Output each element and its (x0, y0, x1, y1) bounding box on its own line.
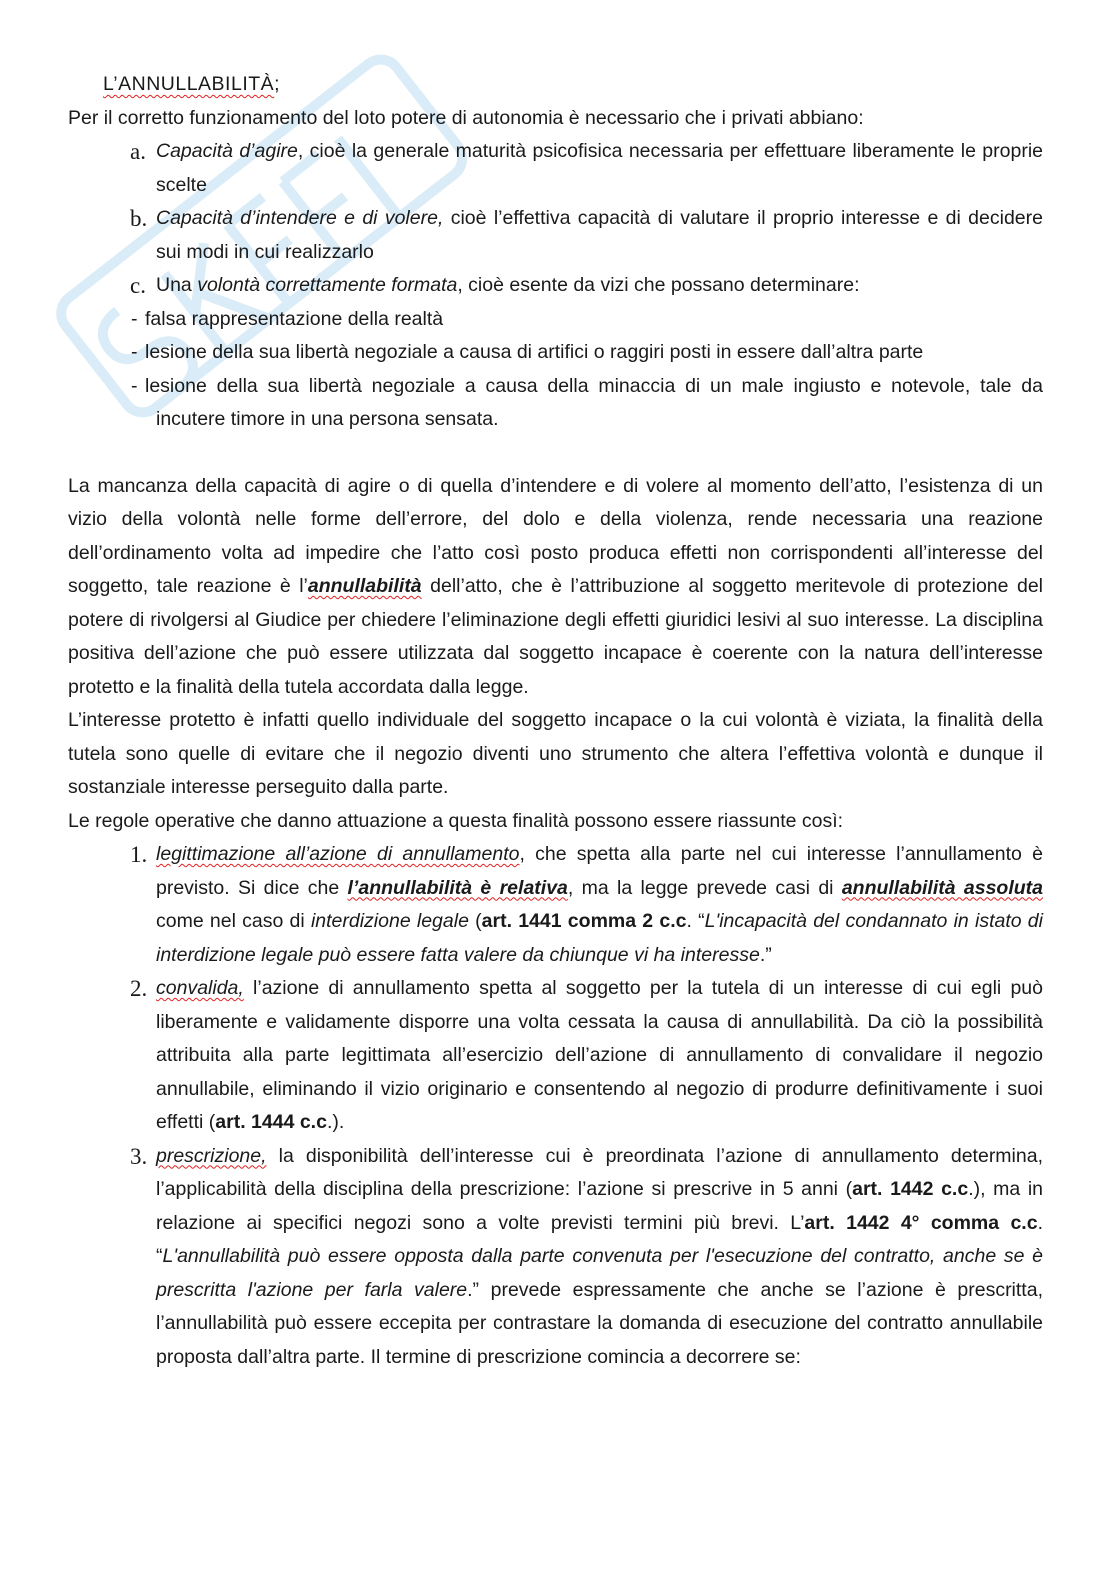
dash-item: - lesione della sua libertà negoziale a causa della minaccia di un male ingiusto e notevole, tale da incutere timore in una persona sensata. (131, 374, 1043, 430)
text-run: l’azione di annullamento spetta al soggetto per la tutela di un interesse di cui egli può liberamente e validamente disporre una volta cessata la causa di annullabilità. Da ciò la possibilità attribuita alla parte legittimata all’esercizio dell’azione di annullamento di convalidare il negozio annullabile, eliminando il vizio originario e consentendo al negozio di produrre definitivamente i suoi effetti ( (156, 977, 1043, 1133)
article-reference: art. 1444 c.c (215, 1111, 327, 1133)
condition-text: cioè l’effettiva capacità di valutare il proprio interesse e di decidere sui modi in cui realizzarlo (156, 207, 1043, 263)
text-run: , che spetta alla parte nel cui interesse l’annullamento è previsto. Si dice che (156, 843, 1043, 899)
condition-lead: Una (156, 274, 198, 296)
page-title (103, 68, 1043, 102)
list-number: 1. (130, 842, 148, 867)
bold-italic-term: annullabilità assoluta (841, 876, 1044, 899)
list-marker: c. (130, 273, 146, 298)
term-annullabilita: annullabilità (307, 575, 422, 597)
article-reference: art. 1442 4° comma c.c (804, 1211, 1038, 1234)
rule-term: legittimazione all’azione di annullamento (156, 843, 520, 865)
paragraph-interesse: L’interesse protetto è infatti quello individuale del soggetto incapace o la cui volontà è viziata, la finalità della tutela sono quelle di evitare che il negozio diventi uno strumento che altera l’effettiva volontà e dunque il sostanziale interesse perseguito dalla parte. (68, 709, 1043, 798)
condition-term: Capacità d’intendere e di volere, (156, 207, 444, 229)
condition-term: volontà correttamente formata (197, 274, 458, 296)
text-run: la disponibilità dell’interesse cui è preordinata l’azione di annullamento determina, l’applicabilità della disciplina della prescrizione: l’azione si prescrive in 5 anni ( (156, 1144, 1043, 1200)
rule-term: prescrizione, (156, 1144, 267, 1167)
text-run: .” prevede espressamente che anche se l’azione è prescritta, l’annullabilità può essere eccepita per contrastare la domanda di esecuzione del contratto annullabile proposta dall’altra parte. Il termine di prescrizione comincia a decorrere se: (156, 1278, 1043, 1368)
list-number: 2. (130, 976, 148, 1001)
text-run: .” (759, 943, 772, 966)
paragraph-regole: Le regole operative che danno attuazione a questa finalità possono essere riassunte così: (68, 809, 844, 832)
intro-paragraph: Per il corretto funzionamento del loto potere di autonomia è necessario che i privati abbiano: (68, 106, 864, 129)
rule-term: convalida, (156, 977, 244, 999)
italic-term: interdizione legale (310, 910, 469, 932)
text-run: . “ (686, 910, 705, 932)
condition-item-b (68, 202, 1043, 269)
list-marker: a. (130, 139, 146, 164)
dash-text: falsa rappresentazione della realtà (145, 307, 444, 330)
rule-item-legittimazione (68, 838, 1043, 972)
text-run: La mancanza della capacità di agire o di quella d’intendere e di volere al momento dell’atto, l’esistenza di un vizio della volontà nelle forme dell’errore, del dolo e della violenza, rende necessaria una reazione dell’ordinamento volta ad impedire che l’atto così posto produca effetti non corrispondenti all’interesse del soggetto, tale reazione è l’ (68, 474, 1043, 597)
text-run: dell’atto, che è l’attribuzione al soggetto meritevole di protezione del potere di rivolgersi al Giudice per chiedere l’eliminazione degli effetti giuridici lesivi al suo interesse. La disciplina positiva dell’azione che può essere utilizzata dal soggetto incapace è coerente con la natura dell’interesse protetto e la finalità della tutela accordata dalla legge. (68, 575, 1043, 698)
rule-item-convalida (68, 972, 1043, 1140)
dash-item: - lesione della sua libertà negoziale a causa di artifici o raggiri posti in essere dall’altra parte (131, 341, 924, 363)
paragraph-annullabilita (68, 470, 1043, 705)
text-run: .), ma in relazione ai specifici negozi sono a volte previsti termini più brevi. L’ (156, 1178, 1044, 1234)
quoted-law: L'incapacità del condannato in istato di interdizione legale può essere fatta valere da chiunque vi ha interesse (156, 910, 1043, 966)
text-run: .). (326, 1111, 345, 1133)
list-marker: b. (130, 206, 148, 231)
title-suffix: ; (274, 73, 281, 95)
dash-text: lesione della sua libertà negoziale a causa della minaccia di un male ingiusto e notevole, tale da incutere timore in una persona sensata. (145, 374, 1043, 430)
text-run: come nel caso di (156, 910, 311, 932)
text-run: , ma la legge prevede casi di (567, 876, 842, 899)
bold-italic-term: l’annullabilità è relativa (347, 876, 568, 899)
list-number: 3. (130, 1143, 148, 1169)
condition-term: Capacità d’agire (156, 140, 298, 162)
condition-item-a (68, 135, 1043, 202)
condition-item-c (68, 269, 1043, 303)
text-run: ( (468, 910, 482, 932)
dash-text: lesione della sua libertà negoziale a causa di artifici o raggiri posti in essere dall’altra parte (145, 341, 924, 363)
condition-text: , cioè esente da vizi che possano determinare: (457, 274, 860, 296)
quoted-law: L'annullabilità può essere opposta dalla parte convenuta per l'esecuzione del contratto, anche se è prescritta l'azione per farla valere (156, 1245, 1043, 1301)
text-run: . “ (156, 1211, 1043, 1267)
article-reference: art. 1441 comma 2 c.c (481, 910, 687, 932)
title-text: L’ANNULLABILITÀ (103, 73, 275, 95)
rule-item-prescrizione (68, 1140, 1043, 1375)
dash-item: - falsa rappresentazione della realtà (131, 307, 444, 330)
article-reference: art. 1442 c.c (852, 1178, 969, 1200)
document-page (68, 68, 1043, 1374)
condition-text: , cioè la generale maturità psicofisica necessaria per effettuare liberamente le proprie scelte (156, 140, 1043, 196)
